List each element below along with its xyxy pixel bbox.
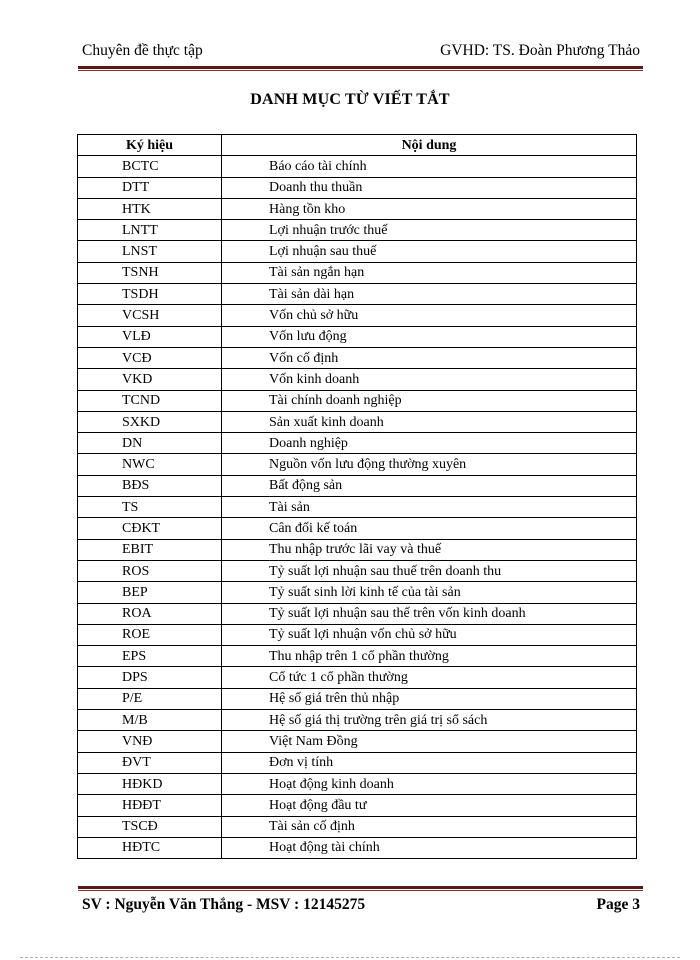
abbreviation-cell: VCSH <box>78 305 222 326</box>
meaning-cell: Cổ tức 1 cổ phần thường <box>222 667 637 688</box>
abbreviation-cell: HTK <box>78 198 222 219</box>
abbreviation-cell: DN <box>78 433 222 454</box>
table-row <box>78 220 637 241</box>
header-course-title: Chuyên đề thực tập <box>82 42 203 59</box>
meaning-cell: Tài sản dài hạn <box>222 284 637 305</box>
abbreviation-cell: TSDH <box>78 284 222 305</box>
table-row <box>78 305 637 326</box>
meaning-cell: Vốn chủ sở hữu <box>222 305 637 326</box>
footer-divider-thin <box>78 890 643 891</box>
table-row <box>78 411 637 432</box>
meaning-cell: Doanh thu thuần <box>222 177 637 198</box>
table-row <box>78 369 637 390</box>
meaning-cell: Hàng tồn kho <box>222 198 637 219</box>
meaning-cell: Tỷ suất lợi nhuận sau thuế trên doanh thu <box>222 560 637 581</box>
abbreviation-cell: LNST <box>78 241 222 262</box>
table-row <box>78 518 637 539</box>
page-number: Page 3 <box>596 896 640 913</box>
table-header-row <box>78 135 637 156</box>
table-row <box>78 156 637 177</box>
table-row <box>78 603 637 624</box>
table-row <box>78 241 637 262</box>
meaning-cell: Bất động sản <box>222 475 637 496</box>
meaning-cell: Hoạt động kinh doanh <box>222 773 637 794</box>
table-row <box>78 710 637 731</box>
abbreviation-cell: EBIT <box>78 539 222 560</box>
table-row <box>78 624 637 645</box>
header-divider <box>78 66 643 69</box>
abbreviation-cell: TCND <box>78 390 222 411</box>
table-row <box>78 773 637 794</box>
abbreviation-cell: TSCĐ <box>78 816 222 837</box>
meaning-cell: Vốn kinh doanh <box>222 369 637 390</box>
meaning-cell: Vốn cố định <box>222 347 637 368</box>
meaning-cell: Tỷ suất sinh lời kinh tế của tài sản <box>222 582 637 603</box>
table-row <box>78 475 637 496</box>
meaning-cell: Vốn lưu động <box>222 326 637 347</box>
meaning-cell: Tài sản cố định <box>222 816 637 837</box>
meaning-cell: Tỷ suất lợi nhuận sau thế trên vốn kinh doanh <box>222 603 637 624</box>
page-footer <box>82 896 640 918</box>
meaning-cell: Lợi nhuận trước thuế <box>222 220 637 241</box>
table-row <box>78 433 637 454</box>
table-row <box>78 177 637 198</box>
meaning-cell: Đơn vị tính <box>222 752 637 773</box>
abbreviation-cell: DTT <box>78 177 222 198</box>
abbreviation-cell: LNTT <box>78 220 222 241</box>
abbreviation-cell: ROS <box>78 560 222 581</box>
meaning-cell: Tài sản ngắn hạn <box>222 262 637 283</box>
meaning-cell: Lợi nhuận sau thuế <box>222 241 637 262</box>
abbreviation-cell: P/E <box>78 688 222 709</box>
abbreviation-cell: VCĐ <box>78 347 222 368</box>
table-row <box>78 262 637 283</box>
meaning-cell: Cân đối kế toán <box>222 518 637 539</box>
meaning-cell: Việt Nam Đồng <box>222 731 637 752</box>
abbreviation-cell: HĐTC <box>78 837 222 858</box>
table-row <box>78 795 637 816</box>
table-row <box>78 454 637 475</box>
page-header <box>82 42 640 64</box>
table-row <box>78 688 637 709</box>
table-row <box>78 752 637 773</box>
abbreviation-cell: NWC <box>78 454 222 475</box>
abbreviation-cell: EPS <box>78 646 222 667</box>
abbreviation-cell: DPS <box>78 667 222 688</box>
page-title: DANH MỤC TỪ VIẾT TẮT <box>250 91 450 108</box>
meaning-cell: Hệ số giá trên thủ nhập <box>222 688 637 709</box>
table-row <box>78 539 637 560</box>
table-row <box>78 582 637 603</box>
meaning-cell: Sản xuất kinh doanh <box>222 411 637 432</box>
meaning-cell: Thu nhập trước lãi vay và thuế <box>222 539 637 560</box>
meaning-cell: Hoạt động đầu tư <box>222 795 637 816</box>
table-row <box>78 667 637 688</box>
abbreviation-cell: SXKD <box>78 411 222 432</box>
column-header-symbol: Ký hiệu <box>78 135 222 156</box>
table-row <box>78 560 637 581</box>
table-row <box>78 326 637 347</box>
meaning-cell: Tài sản <box>222 497 637 518</box>
abbreviation-cell: BĐS <box>78 475 222 496</box>
abbreviation-cell: HĐKD <box>78 773 222 794</box>
abbreviation-cell: CĐKT <box>78 518 222 539</box>
abbreviation-cell: BCTC <box>78 156 222 177</box>
meaning-cell: Doanh nghiệp <box>222 433 637 454</box>
footer-student-info: SV : Nguyễn Văn Thắng - MSV : 12145275 <box>82 896 366 913</box>
meaning-cell: Hệ số giá thị trường trên giá trị sổ sách <box>222 710 637 731</box>
abbreviation-cell: ĐVT <box>78 752 222 773</box>
abbreviation-cell: VLĐ <box>78 326 222 347</box>
abbreviation-cell: VNĐ <box>78 731 222 752</box>
meaning-cell: Báo cáo tài chính <box>222 156 637 177</box>
abbreviation-cell: M/B <box>78 710 222 731</box>
abbreviation-table <box>77 134 637 859</box>
column-header-content: Nội dung <box>222 135 637 156</box>
abbreviation-cell: BEP <box>78 582 222 603</box>
abbreviation-cell: TS <box>78 497 222 518</box>
table-row <box>78 731 637 752</box>
abbreviation-cell: HĐĐT <box>78 795 222 816</box>
page-break-line <box>20 957 680 958</box>
abbreviation-cell: TSNH <box>78 262 222 283</box>
meaning-cell: Nguồn vốn lưu động thường xuyên <box>222 454 637 475</box>
table-row <box>78 816 637 837</box>
header-supervisor: GVHD: TS. Đoàn Phương Thảo <box>440 42 640 59</box>
meaning-cell: Hoạt động tài chính <box>222 837 637 858</box>
table-row <box>78 284 637 305</box>
header-divider-thin <box>78 70 643 71</box>
table-row <box>78 646 637 667</box>
abbreviation-cell: ROA <box>78 603 222 624</box>
table-row <box>78 390 637 411</box>
footer-divider <box>78 886 643 889</box>
abbreviation-cell: VKD <box>78 369 222 390</box>
table-row <box>78 347 637 368</box>
abbreviation-cell: ROE <box>78 624 222 645</box>
table-row <box>78 497 637 518</box>
meaning-cell: Tỷ suất lợi nhuận vốn chủ sở hữu <box>222 624 637 645</box>
table-body <box>78 156 637 859</box>
meaning-cell: Thu nhập trên 1 cổ phần thường <box>222 646 637 667</box>
table-row <box>78 198 637 219</box>
table-row <box>78 837 637 858</box>
meaning-cell: Tài chính doanh nghiệp <box>222 390 637 411</box>
